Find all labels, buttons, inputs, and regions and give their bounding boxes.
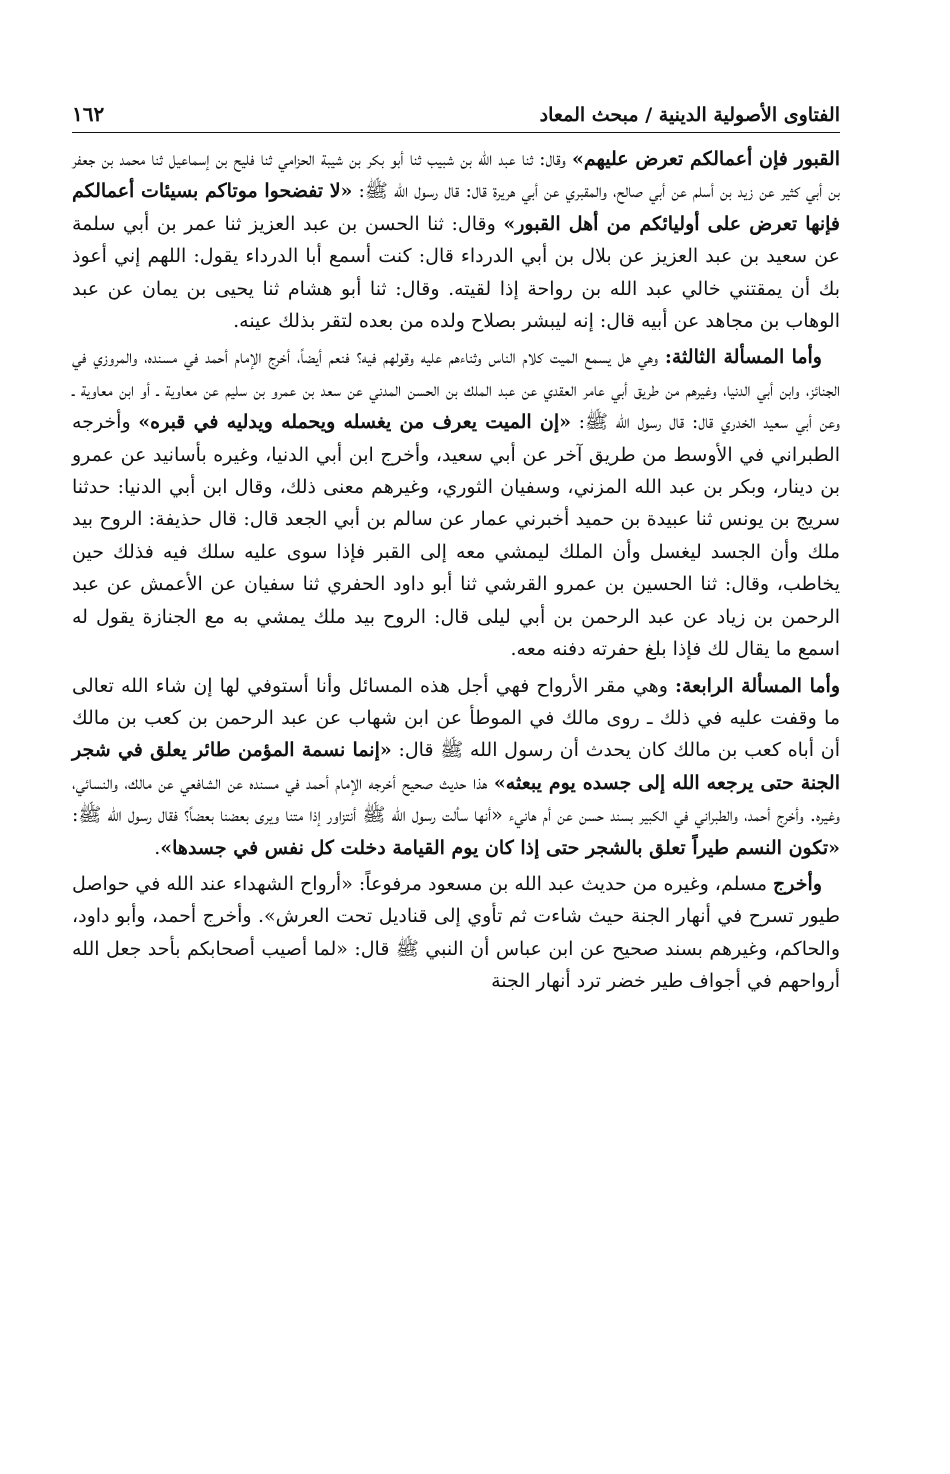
text-segment: وقال: ثنا الحسن بن عبد العزيز ثنا عمر بن أبي سلمة عن سعيد بن عبد العزيز عن بلال بن أبي الدرداء قال: كنت أسمع أبا الدرداء يقول: اللهم إني أعوذ بك أن يمقتني خالي عبد الله بن رواحة إذا لقيته. وقال: ثنا أبو هشام ثنا يحيى بن يمان عن عبد الوهاب بن مجاهد عن أبيه قال: إنه ليبشر بصلاح ولده من بعده لتقر بذلك عينه. — [72, 212, 840, 333]
paragraph — [72, 341, 840, 665]
page-number: ١٦٢ — [72, 102, 105, 126]
bold-text-segment: القبور فإن أعمالكم تعرض عليهم» — [571, 148, 840, 170]
text-segment: وأخرجه الطبراني في الأوسط من طريق آخر عن أبي سعيد، وأخرج ابن أبي الدنيا، وغيره بأسانيد عن عمرو بن دينار، وبكر بن عبد الله المزني، وسفيان الثوري، وغيرهم معنى ذلك، وقال ابن أبي الدنيا: حدثنا سريج بن يونس ثنا عبيدة بن حميد أخبرني عمار عن سالم بن أبي الجعد قال: قال حذيفة: الروح بيد ملك وأن الجسد ليغسل وأن الملك ليمشي معه إلى القبر فإذا سوى عليه سلك فيه فذلك حين يخاطب، وقال: ثنا الحسين بن عمرو القرشي ثنا أبو داود الحفري ثنا سفيان عن الأعمش عن عبد الرحمن بن زياد عن عبد الرحمن بن أبي ليلى قال: الروح بيد ملك يمشي به مع الجنازة يقول له اسمع ما يقال لك فإذا بلغ حفرته دفنه معه. — [72, 411, 840, 661]
header-title: الفتاوى الأصولية الدينية / مبحث المعاد — [539, 104, 840, 126]
bold-text-segment: وأما المسألة الرابعة: — [674, 674, 840, 697]
bold-text-segment: وأما المسألة الثالثة: — [664, 346, 822, 369]
bold-text-segment: «إنما نسمة المؤمن طائر يعلق في شجر الجنة حتى يرجعه الله إلى جسده يوم يبعثه» — [72, 739, 840, 794]
text-segment: وهي هل يسمع الميت كلام الناس وثناءهم عليه وقولهم فيه؟ فنعم أيضاً، أخرج الإمام أحمد في مسنده، والمروزي في الجنائز، وابن أبي الدنيا، وغيرهم من طريق أبي عامر العقدي عن عبد الملك بن الحسن المدني عن سعد بن عمرو بن سليم عن معاوية ـ أو ابن معاوية ـ وعن أبي سعيد الخدري قال: قال رسول الله ﷺ: — [72, 346, 840, 434]
bold-text-segment: «تكون النسم طيراً تعلق بالشجر حتى إذا كان يوم القيامة دخلت كل نفس في جسدها» — [160, 836, 840, 859]
running-header — [72, 96, 840, 133]
bold-text-segment: وأخرج — [773, 872, 822, 895]
book-page — [72, 96, 840, 1002]
text-segment: هذا حديث صحيح أخرجه الإمام أحمد في مسنده عن الشافعي عن مالك، والنسائي، وغيره. وأخرج أحمد، والطبراني في الكبير بسند حسن عن أم هانيء «أنها سألت رسول الله ﷺ أنتزاور إذا متنا ويرى بعضنا بعضاً؟ فقال رسول الله ﷺ: — [72, 771, 840, 827]
bold-text-segment: «إن الميت يعرف من يغسله ويحمله ويدليه في قبره» — [138, 411, 571, 434]
page-body — [72, 143, 840, 998]
text-segment: مسلم، وغيره من حديث عبد الله بن مسعود مرفوعاً: «أرواح الشهداء عند الله في حواصل طيور تسرح في أنهار الجنة حيث شاءت ثم تأوي إلى قناديل تحت العرش». وأخرج أحمد، وأبو داود، والحاكم، وغيرهم بسند صحيح عن ابن عباس أن النبي ﷺ قال: «لما أصيب أصحابكم بأحد جعل الله أرواحهم في أجواف طير خضر ترد أنهار الجنة — [72, 872, 840, 993]
text-segment: . — [154, 836, 161, 859]
text-segment: وقال: ثنا عبد الله بن شبيب ثنا أبو بكر بن شيبة الحزامي ثنا فليح بن إسماعيل ثنا محمد بن جعفر بن أبي كثير عن زيد بن أسلم عن أبي صالح، والمقبري عن أبي هريرة قال: قال رسول الله ﷺ: — [72, 148, 840, 203]
paragraph — [72, 868, 840, 998]
text-segment: وهي مقر الأرواح فهي أجل هذه المسائل وأنا أستوفي لها إن شاء الله تعالى ما وقفت عليه في ذلك ـ روى مالك في الموطأ عن ابن شهاب عن عبد الرحمن بن كعب بن مالك أن أباه كعب بن مالك كان يحدث أن رسول الله ﷺ قال: — [72, 674, 840, 762]
bold-text-segment: «لا تفضحوا موتاكم بسيئات أعمالكم فإنها تعرض على أوليائكم من أهل القبور» — [72, 180, 840, 235]
paragraph — [72, 143, 840, 337]
paragraph — [72, 670, 840, 864]
